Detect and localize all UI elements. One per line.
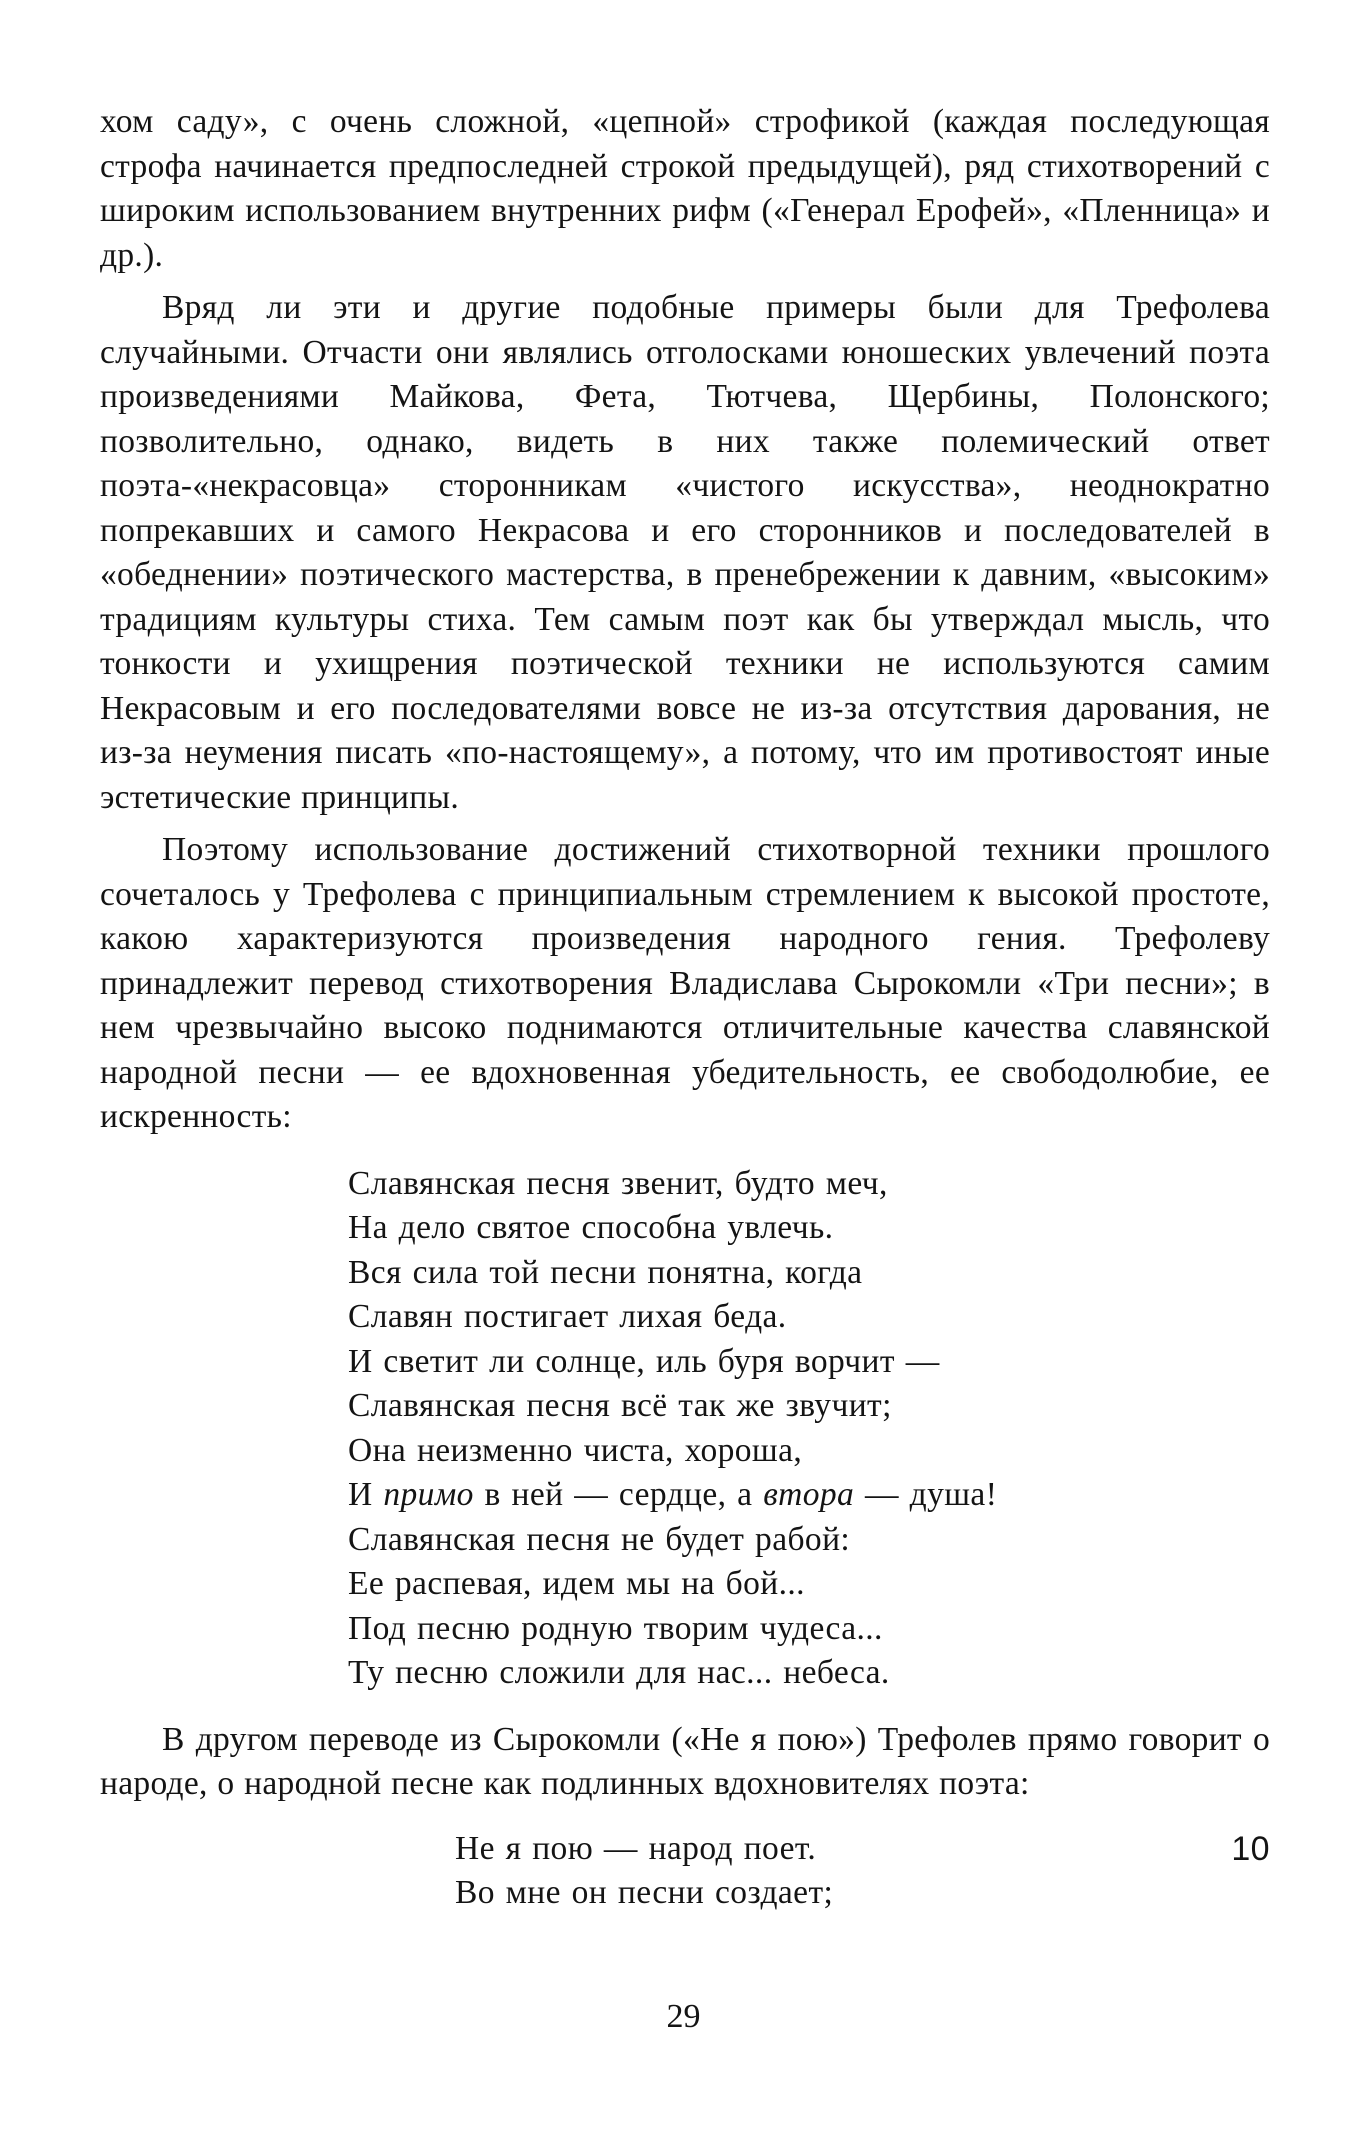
line-number: 10 [1231,1829,1270,1868]
poem-line: Славянская песня всё так же звучит; [348,1387,892,1424]
poem-line: Вся сила той песни понятна, когда [348,1253,863,1291]
poem-line: На дело святое способна увлечь. [348,1209,834,1246]
paragraph-trefolev-influences: Вряд ли эти и другие подобные примеры были для Трефолева случайными. Отчасти они являлись отголосками юношеских увлечений поэта произведениями Майкова, Фета, Тютчева, Щербины, Полонского; позволительно, однако, видеть в них также полемический ответ поэта-«некрасовца» сторонникам «чистого искусства», неоднократно попрекавших и самого Некрасова и его сторонников и последователей в «обеднении» поэтического мастерства, в пренебрежении к давним, «высоким» традициям культуры стиха. Тем самым поэт как бы утверждал мысль, что тонкости и ухищрения поэтической техники не используются самим Некрасовым и его последователями вовсе не из-за отсутствия дарования, не из-за неумения писать «по-настоящему», а потому, что им противостоят иные эстетические принципы. [100,289,1270,816]
page-body [100,100,1270,1916]
poem-text: в ней — сердце, а [473,1476,764,1513]
poem-line: Славян постигает лихая беда. [348,1298,787,1335]
poem-line: Под песню родную творим чудеса... [348,1609,883,1647]
poem-line-italic [348,1473,1270,1518]
poem-line: Не я пою — народ поет. [455,1829,817,1867]
italic-term-primo: примо [383,1476,474,1513]
poem-line: Славянская песня не будет рабой: [348,1520,851,1558]
poem-line: Во мне он песни создает; [455,1874,834,1911]
poem-line: Ту песню сложили для нас... небеса. [348,1654,890,1691]
poem-line: Ее распевая, идем мы на бой... [348,1565,805,1602]
paragraph-continuation: хом саду», с очень сложной, «цепной» строфикой (каждая последующая строфа начинается предпоследней строкой предыдущей), ряд стихотворений с широким использованием внутренних рифм («Генерал Ерофей», «Пленница» и др.). [100,103,1270,274]
paragraph-another-translation: В другом переводе из Сырокомли («Не я пою») Трефолев прямо говорит о народе, о народной песне как подлинных вдохновителях поэта: [100,1720,1270,1802]
paragraph-simplicity: Поэтому использование достижений стихотворной техники прошлого сочеталось у Трефолева с принципиальным стремлением к высокой простоте, какою характеризуются произведения народного гения. Трефолеву принадлежит перевод стихотворения Владислава Сырокомли «Три песни»; в нем чрезвычайно высоко поднимаются отличительные качества славянской народной песни — ее вдохновенная убедительность, ее свободолюбие, ее искренность: [100,831,1270,1135]
poem-not-i-sing [455,1827,1270,1916]
poem-text: — душа! [854,1476,998,1513]
poem-text: И [348,1476,384,1513]
italic-term-vtora: втора [763,1476,855,1513]
poem-three-songs [348,1162,1270,1696]
poem-line: И светит ли солнце, иль буря ворчит — [348,1342,940,1380]
page-number: 29 [666,1998,701,2035]
poem-line: Славянская песня звенит, будто меч, [348,1164,888,1202]
poem-line: Она неизменно чиста, хороша, [348,1431,803,1469]
